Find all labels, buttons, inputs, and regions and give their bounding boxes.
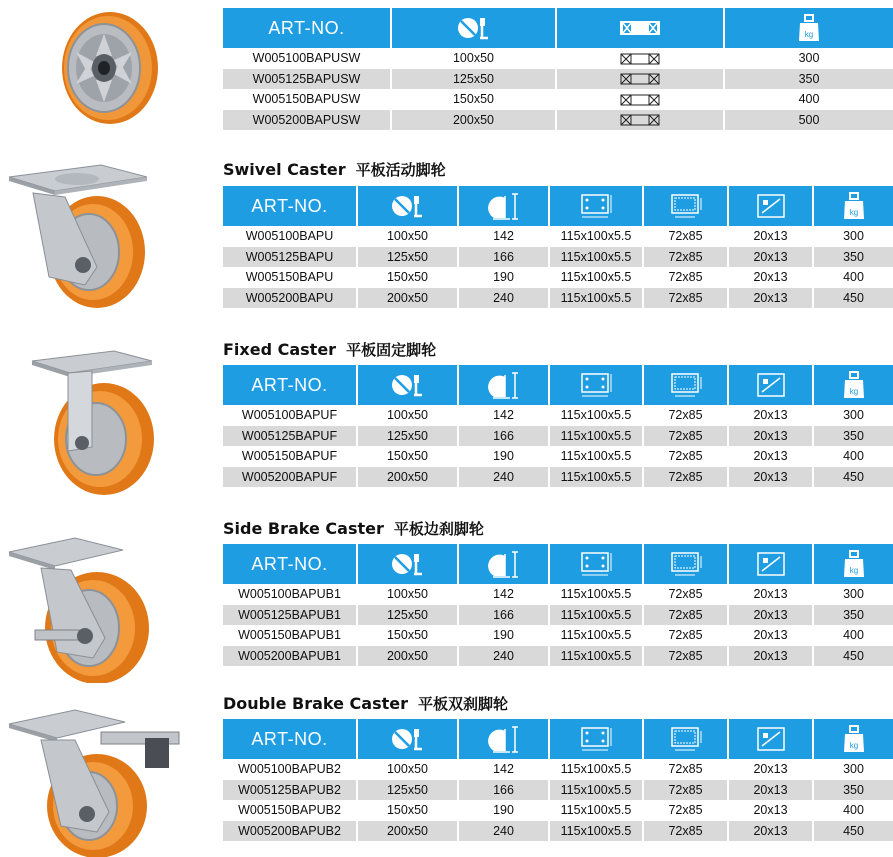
overall-height-cell: 142 — [458, 759, 549, 780]
section-title-zh: 平板双刹脚轮 — [418, 695, 509, 713]
art-no-cell: W005125BAPUB2 — [223, 780, 357, 801]
bolt-hole-size-cell: 20x13 — [728, 780, 813, 801]
bolt-hole-size-header — [728, 719, 813, 759]
spec-table-body — [223, 405, 893, 487]
wheel-size-cell: 125x50 — [357, 605, 458, 626]
bolt-hole-spacing-cell: 72x85 — [643, 405, 728, 426]
load-capacity-cell: 300 — [843, 229, 864, 244]
overall-height-header — [458, 544, 549, 584]
bolt-hole-spacing-icon — [669, 725, 703, 753]
bolt-hole-spacing-icon — [669, 550, 703, 578]
load-capacity-cell: 400 — [798, 92, 820, 107]
overall-height-header — [458, 186, 549, 226]
mount-type-cell — [556, 48, 724, 69]
bolt-hole-size-cell: 20x13 — [728, 625, 813, 646]
fixed-caster-image — [30, 347, 160, 497]
load-capacity-header — [813, 544, 893, 584]
bolt-hole-size-icon — [755, 725, 787, 753]
wheel-size-cell: 200x50 — [391, 110, 556, 131]
load-capacity-header — [813, 365, 893, 405]
wheel-size-icon — [390, 551, 426, 577]
top-plate-cell: 115x100x5.5 — [549, 584, 643, 605]
bolt-hole-size-icon — [755, 371, 787, 399]
bolt-hole-spacing-cell: 72x85 — [643, 759, 728, 780]
bolt-hole-size-icon — [755, 192, 787, 220]
wheel-size-header — [357, 544, 458, 584]
art-no-header: ART-NO. — [223, 719, 357, 759]
top-plate-cell: 115x100x5.5 — [549, 426, 643, 447]
top-plate-icon — [579, 725, 613, 753]
kg-unit-label: kg — [849, 387, 858, 396]
spec-table — [223, 544, 893, 666]
top-plate-cell: 115x100x5.5 — [549, 759, 643, 780]
wheel-size-cell: 100x50 — [391, 48, 556, 69]
top-plate-icon — [579, 550, 613, 578]
mount-type-cell — [556, 89, 724, 110]
wheel-size-cell: 125x50 — [357, 426, 458, 447]
wheel-size-cell: 150x50 — [357, 800, 458, 821]
overall-height-cell: 166 — [458, 605, 549, 626]
overall-height-cell: 190 — [458, 267, 549, 288]
top-plate-cell: 115x100x5.5 — [549, 446, 643, 467]
section-title — [223, 693, 508, 714]
bolt-hole-size-cell: 20x13 — [728, 584, 813, 605]
bolt-hole-spacing-cell: 72x85 — [643, 467, 728, 488]
bolt-hole-size-header — [728, 544, 813, 584]
bolt-hole-size-cell: 20x13 — [728, 288, 813, 309]
top-plate-cell: 115x100x5.5 — [549, 625, 643, 646]
spec-table — [223, 719, 893, 841]
wheel-only-image — [42, 8, 172, 128]
overall-height-cell: 190 — [458, 625, 549, 646]
top-plate-cell: 115x100x5.5 — [549, 605, 643, 626]
art-no-cell: W005200BAPUSW — [223, 110, 391, 131]
section-title — [223, 339, 436, 360]
wheel-size-cell: 150x50 — [391, 89, 556, 110]
load-capacity-header — [813, 719, 893, 759]
table-row — [223, 625, 893, 646]
bolt-hole-spacing-cell: 72x85 — [643, 288, 728, 309]
wheel-size-header — [357, 365, 458, 405]
bolt-hole-spacing-cell: 72x85 — [643, 605, 728, 626]
spec-table-top-body — [223, 48, 893, 130]
table-row — [223, 69, 893, 90]
load-capacity-cell: 300 — [798, 51, 820, 66]
swivel-mount-icon — [618, 18, 662, 38]
art-no-cell: W005125BAPUF — [223, 426, 357, 447]
art-no-cell: W005100BAPUSW — [223, 48, 391, 69]
wheel-size-icon — [390, 372, 426, 398]
table-row — [223, 405, 893, 426]
overall-height-icon — [488, 550, 520, 578]
bolt-hole-size-cell: 20x13 — [728, 446, 813, 467]
table-row — [223, 288, 893, 309]
table-row — [223, 267, 893, 288]
section-title — [223, 518, 484, 539]
table-row — [223, 110, 893, 131]
table-header-row — [223, 544, 893, 584]
bolt-hole-size-cell: 20x13 — [728, 426, 813, 447]
overall-height-header — [458, 719, 549, 759]
overall-height-icon — [488, 192, 520, 220]
mount-type-cell — [556, 110, 724, 131]
kg-unit-label: kg — [849, 208, 858, 217]
table-row — [223, 780, 893, 801]
mount-type-header — [556, 8, 724, 48]
top-plate-header — [549, 719, 643, 759]
spec-table-top — [223, 8, 893, 130]
bolt-hole-spacing-cell: 72x85 — [643, 821, 728, 842]
swivel-mount-icon — [620, 53, 660, 65]
top-plate-cell: 115x100x5.5 — [549, 821, 643, 842]
load-capacity-cell: 400 — [843, 628, 864, 643]
art-no-cell: W005100BAPUB1 — [223, 584, 357, 605]
load-capacity-cell: 350 — [813, 426, 893, 447]
art-no-cell: W005150BAPUF — [223, 446, 357, 467]
wheel-size-cell: 100x50 — [357, 405, 458, 426]
section-title-en: Fixed Caster — [223, 340, 337, 359]
wheel-size-cell: 200x50 — [357, 646, 458, 667]
load-capacity-icon — [843, 550, 865, 578]
wheel-size-cell: 200x50 — [357, 288, 458, 309]
art-no-cell: W005100BAPUB2 — [223, 759, 357, 780]
art-no-cell: W005125BAPU — [223, 247, 357, 268]
overall-height-cell: 190 — [458, 800, 549, 821]
double-brake-caster-image — [5, 702, 185, 857]
wheel-size-icon — [456, 15, 492, 41]
bolt-hole-spacing-header — [643, 186, 728, 226]
bolt-hole-spacing-cell: 72x85 — [643, 800, 728, 821]
bolt-hole-spacing-cell: 72x85 — [643, 267, 728, 288]
wheel-size-cell: 150x50 — [357, 267, 458, 288]
section-title-zh: 平板活动脚轮 — [355, 161, 446, 179]
swivel-mount-icon — [620, 73, 660, 85]
load-capacity-cell: 350 — [724, 69, 893, 90]
overall-height-cell: 166 — [458, 426, 549, 447]
overall-height-cell: 240 — [458, 646, 549, 667]
table-row — [223, 89, 893, 110]
bolt-hole-spacing-cell: 72x85 — [643, 780, 728, 801]
top-plate-icon — [579, 192, 613, 220]
load-capacity-header — [813, 186, 893, 226]
top-plate-cell: 115x100x5.5 — [549, 288, 643, 309]
bolt-hole-spacing-cell: 72x85 — [643, 426, 728, 447]
load-capacity-cell: 400 — [843, 449, 864, 464]
overall-height-icon — [488, 725, 520, 753]
art-no-header: ART-NO. — [223, 544, 357, 584]
table-row — [223, 247, 893, 268]
table-row — [223, 584, 893, 605]
overall-height-cell: 166 — [458, 780, 549, 801]
bolt-hole-spacing-header — [643, 544, 728, 584]
load-capacity-icon — [843, 725, 865, 753]
bolt-hole-spacing-header — [643, 719, 728, 759]
bolt-hole-size-cell: 20x13 — [728, 267, 813, 288]
bolt-hole-spacing-cell: 72x85 — [643, 646, 728, 667]
art-no-header: ART-NO. — [223, 186, 357, 226]
bolt-hole-size-icon — [755, 550, 787, 578]
bolt-hole-size-cell: 20x13 — [728, 405, 813, 426]
top-plate-header — [549, 186, 643, 226]
bolt-hole-size-cell: 20x13 — [728, 247, 813, 268]
art-no-cell: W005200BAPU — [223, 288, 357, 309]
overall-height-cell: 190 — [458, 446, 549, 467]
overall-height-cell: 240 — [458, 288, 549, 309]
mount-type-cell — [556, 69, 724, 90]
art-no-cell: W005200BAPUB1 — [223, 646, 357, 667]
top-plate-cell: 115x100x5.5 — [549, 226, 643, 247]
load-capacity-cell: 350 — [813, 780, 893, 801]
table-row — [223, 446, 893, 467]
bolt-hole-size-cell: 20x13 — [728, 605, 813, 626]
top-plate-cell: 115x100x5.5 — [549, 467, 643, 488]
load-capacity-cell: 500 — [724, 110, 893, 131]
overall-height-icon — [488, 371, 520, 399]
table-row — [223, 646, 893, 667]
table-header-row — [223, 8, 893, 48]
bolt-hole-spacing-cell: 72x85 — [643, 247, 728, 268]
table-row — [223, 605, 893, 626]
spec-table-body — [223, 759, 893, 841]
load-capacity-cell: 450 — [813, 646, 893, 667]
load-capacity-cell: 350 — [813, 605, 893, 626]
art-no-cell: W005125BAPUB1 — [223, 605, 357, 626]
table-row — [223, 48, 893, 69]
load-capacity-cell: 350 — [813, 247, 893, 268]
bolt-hole-spacing-cell: 72x85 — [643, 226, 728, 247]
top-plate-icon — [579, 371, 613, 399]
spec-table — [223, 186, 893, 308]
top-plate-cell: 115x100x5.5 — [549, 267, 643, 288]
table-row — [223, 426, 893, 447]
overall-height-cell: 142 — [458, 226, 549, 247]
spec-table-body — [223, 226, 893, 308]
load-capacity-icon — [843, 192, 865, 220]
bolt-hole-spacing-cell: 72x85 — [643, 446, 728, 467]
load-capacity-cell: 400 — [843, 270, 864, 285]
side-brake-caster-image — [5, 528, 155, 683]
table-row — [223, 226, 893, 247]
section-title-en: Swivel Caster — [223, 160, 346, 179]
load-capacity-header — [724, 8, 893, 48]
wheel-size-cell: 100x50 — [357, 584, 458, 605]
overall-height-cell: 240 — [458, 821, 549, 842]
wheel-size-cell: 125x50 — [357, 780, 458, 801]
load-capacity-icon — [798, 14, 820, 42]
wheel-size-icon — [390, 726, 426, 752]
bolt-hole-spacing-cell: 72x85 — [643, 625, 728, 646]
wheel-size-header — [357, 186, 458, 226]
art-no-cell: W005200BAPUB2 — [223, 821, 357, 842]
art-no-cell: W005150BAPUB1 — [223, 625, 357, 646]
spec-table-body — [223, 584, 893, 666]
wheel-size-icon — [390, 193, 426, 219]
art-no-cell: W005150BAPUB2 — [223, 800, 357, 821]
load-capacity-cell: 450 — [813, 467, 893, 488]
table-header-row — [223, 186, 893, 226]
section-title-en: Double Brake Caster — [223, 694, 408, 713]
overall-height-header — [458, 365, 549, 405]
swivel-mount-icon — [620, 114, 660, 126]
wheel-size-header — [357, 719, 458, 759]
bolt-hole-size-cell: 20x13 — [728, 759, 813, 780]
load-capacity-cell: 300 — [843, 587, 864, 602]
svg-text:kg: kg — [804, 30, 814, 39]
bolt-hole-spacing-header — [643, 365, 728, 405]
overall-height-cell: 166 — [458, 247, 549, 268]
top-plate-header — [549, 365, 643, 405]
wheel-size-cell: 200x50 — [357, 467, 458, 488]
table-row — [223, 821, 893, 842]
swivel-mount-icon — [620, 94, 660, 106]
art-no-cell: W005125BAPUSW — [223, 69, 391, 90]
bolt-hole-size-cell: 20x13 — [728, 800, 813, 821]
wheel-size-cell: 125x50 — [357, 247, 458, 268]
load-capacity-cell: 300 — [843, 762, 864, 777]
art-no-cell: W005150BAPUSW — [223, 89, 391, 110]
bolt-hole-size-cell: 20x13 — [728, 226, 813, 247]
art-no-header: ART-NO. — [223, 365, 357, 405]
wheel-size-cell: 150x50 — [357, 446, 458, 467]
overall-height-cell: 142 — [458, 405, 549, 426]
top-plate-cell: 115x100x5.5 — [549, 780, 643, 801]
table-header-row — [223, 719, 893, 759]
section-title — [223, 159, 446, 180]
bolt-hole-spacing-icon — [669, 192, 703, 220]
table-row — [223, 759, 893, 780]
table-row — [223, 800, 893, 821]
top-plate-cell: 115x100x5.5 — [549, 405, 643, 426]
bolt-hole-size-cell: 20x13 — [728, 467, 813, 488]
section-title-zh: 平板固定脚轮 — [346, 341, 437, 359]
wheel-size-cell: 100x50 — [357, 226, 458, 247]
bolt-hole-size-header — [728, 186, 813, 226]
section-title-zh: 平板边刹脚轮 — [393, 520, 484, 538]
kg-unit-label: kg — [849, 741, 858, 750]
wheel-size-cell: 150x50 — [357, 625, 458, 646]
overall-height-cell: 240 — [458, 467, 549, 488]
art-no-cell: W005100BAPU — [223, 226, 357, 247]
table-header-row — [223, 365, 893, 405]
wheel-size-cell: 200x50 — [357, 821, 458, 842]
top-plate-cell: 115x100x5.5 — [549, 646, 643, 667]
kg-unit-label: kg — [849, 566, 858, 575]
bolt-hole-spacing-cell: 72x85 — [643, 584, 728, 605]
bolt-hole-size-cell: 20x13 — [728, 821, 813, 842]
overall-height-cell: 142 — [458, 584, 549, 605]
wheel-size-header — [391, 8, 556, 48]
swivel-caster-image — [5, 157, 155, 312]
wheel-size-cell: 100x50 — [357, 759, 458, 780]
top-plate-cell: 115x100x5.5 — [549, 800, 643, 821]
art-no-cell: W005150BAPU — [223, 267, 357, 288]
top-plate-cell: 115x100x5.5 — [549, 247, 643, 268]
load-capacity-cell: 400 — [843, 803, 864, 818]
bolt-hole-size-cell: 20x13 — [728, 646, 813, 667]
load-capacity-icon — [843, 371, 865, 399]
load-capacity-cell: 450 — [813, 821, 893, 842]
section-title-en: Side Brake Caster — [223, 519, 384, 538]
load-capacity-cell: 300 — [843, 408, 864, 423]
load-capacity-cell: 450 — [813, 288, 893, 309]
bolt-hole-spacing-icon — [669, 371, 703, 399]
top-plate-header — [549, 544, 643, 584]
art-no-cell: W005200BAPUF — [223, 467, 357, 488]
spec-table — [223, 365, 893, 487]
art-no-header: ART-NO. — [223, 8, 391, 48]
art-no-cell: W005100BAPUF — [223, 405, 357, 426]
bolt-hole-size-header — [728, 365, 813, 405]
table-row — [223, 467, 893, 488]
wheel-size-cell: 125x50 — [391, 69, 556, 90]
